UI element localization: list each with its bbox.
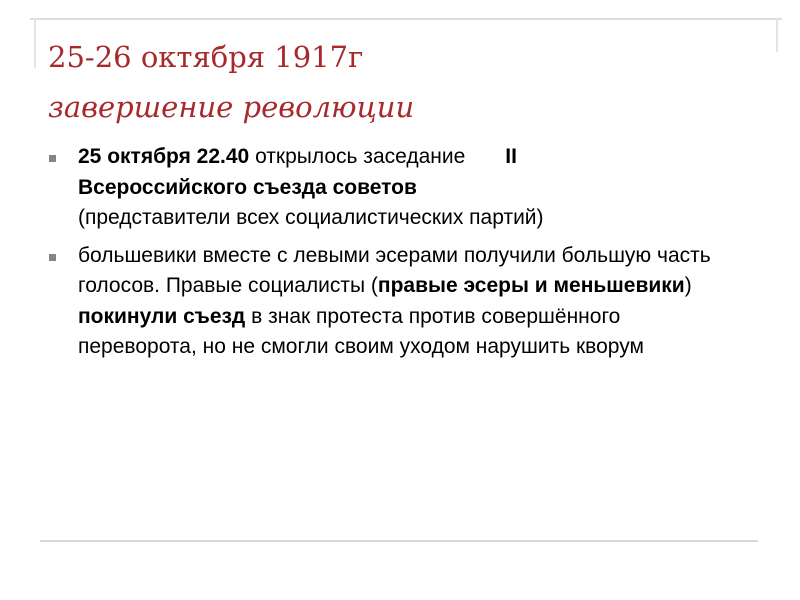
bullet-item bbox=[42, 241, 742, 363]
right-rule bbox=[776, 18, 778, 52]
bullet-text-bold: покинули съезд bbox=[78, 304, 246, 328]
bullet-text-bold: II bbox=[505, 145, 517, 168]
bullet-text-bold: Всероссийского съезда советов bbox=[78, 175, 417, 199]
bullet-text: в знак протеста против совершённого переворота, но не смогли своим уходом нарушить кворум bbox=[78, 304, 644, 358]
bullet-text: (представители всех социалистических партий) bbox=[78, 206, 544, 229]
title-subtitle: завершение революции bbox=[48, 90, 415, 124]
bullet-text: ) bbox=[684, 274, 692, 297]
bullet-square-icon bbox=[49, 155, 56, 162]
top-rule bbox=[30, 18, 782, 20]
bullet-item bbox=[42, 142, 742, 234]
bottom-rule bbox=[40, 540, 758, 542]
bullet-square-icon bbox=[49, 254, 56, 261]
left-rule bbox=[34, 18, 36, 68]
bullet-text: большевики вместе с левыми эсерами получили большую часть голосов. Правые социалисты ( bbox=[78, 243, 711, 297]
bullet-text-bold: 25 октября 22.40 bbox=[78, 145, 250, 168]
bullet-text-bold: правые эсеры и меньшевики bbox=[377, 274, 685, 297]
title-date: 25-26 октября 1917г bbox=[48, 40, 364, 74]
slide-title bbox=[48, 32, 748, 132]
bullet-list bbox=[42, 142, 742, 363]
bullet-text: открылось заседание bbox=[249, 145, 466, 168]
